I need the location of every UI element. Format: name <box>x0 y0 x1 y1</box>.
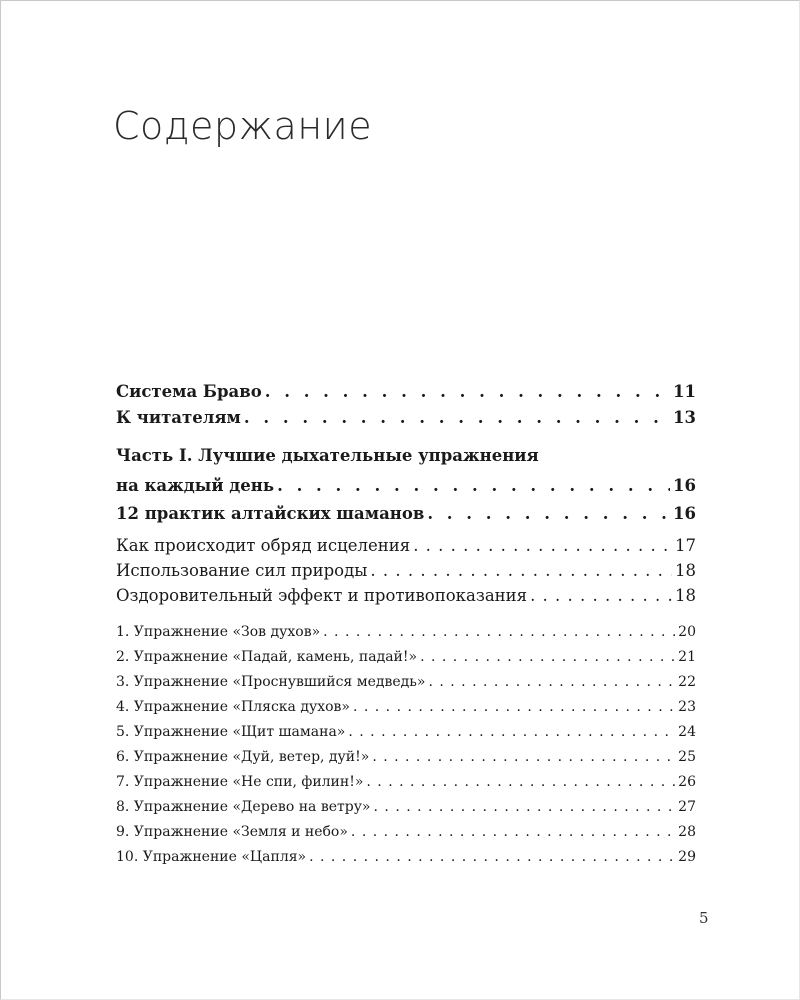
toc-entry[interactable] <box>116 774 696 799</box>
toc-leader <box>366 774 675 790</box>
toc-leader <box>420 649 675 665</box>
toc-entry-label: 3. Упражнение «Проснувшийся медведь» <box>116 674 426 690</box>
toc-entry[interactable] <box>116 824 696 849</box>
toc-entry-page: 18 <box>675 561 696 580</box>
toc-entry-label: 6. Упражнение «Дуй, ветер, дуй!» <box>116 749 370 765</box>
toc-entry-label: 10. Упражнение «Цапля» <box>116 849 307 865</box>
toc-entry-page: 11 <box>673 382 696 401</box>
toc-leader <box>374 799 676 815</box>
toc-entry-label: 5. Упражнение «Щит шамана» <box>116 724 346 740</box>
toc-leader <box>265 382 670 401</box>
toc-leader <box>351 824 675 840</box>
toc-entry[interactable] <box>116 408 696 434</box>
toc-entry-page: 25 <box>678 749 696 765</box>
toc-entry-page: 27 <box>678 799 696 815</box>
toc-entry-label: 1. Упражнение «Зов духов» <box>116 624 321 640</box>
toc-part-group <box>116 446 696 532</box>
toc-leader <box>353 699 675 715</box>
toc-leader <box>428 674 675 690</box>
toc-leader <box>530 586 672 605</box>
toc-major-group <box>116 382 696 434</box>
toc-entry-label: 7. Упражнение «Не спи, филин!» <box>116 774 364 790</box>
toc-entry-label: К читателям <box>116 408 241 427</box>
toc-entry-page: 26 <box>678 774 696 790</box>
toc-entry[interactable] <box>116 749 696 774</box>
toc-entry-page: 13 <box>673 408 696 427</box>
toc-leader <box>323 624 675 640</box>
toc-entry-page: 16 <box>673 476 696 495</box>
toc-entry[interactable] <box>116 849 696 874</box>
toc-entry-page: 18 <box>675 586 696 605</box>
toc-leader <box>370 561 672 580</box>
toc-entry[interactable] <box>116 504 696 532</box>
toc-entry-label: Система Браво <box>116 382 262 401</box>
toc-entry-label: 2. Упражнение «Падай, камень, падай!» <box>116 649 418 665</box>
toc-entry-page: 17 <box>675 536 696 555</box>
page-title: Содержание <box>113 104 373 148</box>
footer-page-number: 5 <box>699 909 709 927</box>
toc-entry-page: 28 <box>678 824 696 840</box>
toc-entry[interactable] <box>116 724 696 749</box>
toc-exercises-group <box>116 624 696 874</box>
toc-entry[interactable] <box>116 624 696 649</box>
toc-sections-group <box>116 536 696 611</box>
toc-entry-label: 8. Упражнение «Дерево на ветру» <box>116 799 371 815</box>
toc-entry-page: 23 <box>678 699 696 715</box>
toc-entry[interactable] <box>116 799 696 824</box>
toc-entry[interactable] <box>116 561 696 586</box>
toc-entry-page: 22 <box>678 674 696 690</box>
toc-entry-page: 29 <box>678 849 696 865</box>
toc-entry-page: 16 <box>673 504 696 523</box>
toc-entry-label: 12 практик алтайских шаманов <box>116 504 425 523</box>
toc-entry-page: 20 <box>678 624 696 640</box>
toc-leader <box>277 476 670 495</box>
toc-entry-label: Использование сил природы <box>116 561 368 580</box>
toc-entry-label: на каждый день <box>116 476 275 495</box>
toc-leader <box>372 749 675 765</box>
toc-entry[interactable] <box>116 382 696 408</box>
toc-leader <box>348 724 675 740</box>
toc-entry-label: Оздоровительный эффект и противопоказания <box>116 586 528 605</box>
toc-leader <box>413 536 672 555</box>
toc-entry-label: 4. Упражнение «Пляска духов» <box>116 699 350 715</box>
toc-leader <box>244 408 670 427</box>
toc-leader <box>309 849 675 865</box>
toc-entry-label: Как происходит обряд исцеления <box>116 536 411 555</box>
toc-entry-page: 21 <box>678 649 696 665</box>
toc-entry[interactable] <box>116 536 696 561</box>
toc-entry[interactable] <box>116 649 696 674</box>
toc-entry[interactable] <box>116 586 696 611</box>
toc-entry[interactable] <box>116 476 696 504</box>
toc-entry[interactable] <box>116 699 696 724</box>
toc-part-line1[interactable]: Часть I. Лучшие дыхательные упражнения <box>116 446 539 465</box>
toc-entry[interactable] <box>116 674 696 699</box>
toc-leader <box>427 504 670 523</box>
toc-entry-page: 24 <box>678 724 696 740</box>
toc-entry-label: 9. Упражнение «Земля и небо» <box>116 824 348 840</box>
